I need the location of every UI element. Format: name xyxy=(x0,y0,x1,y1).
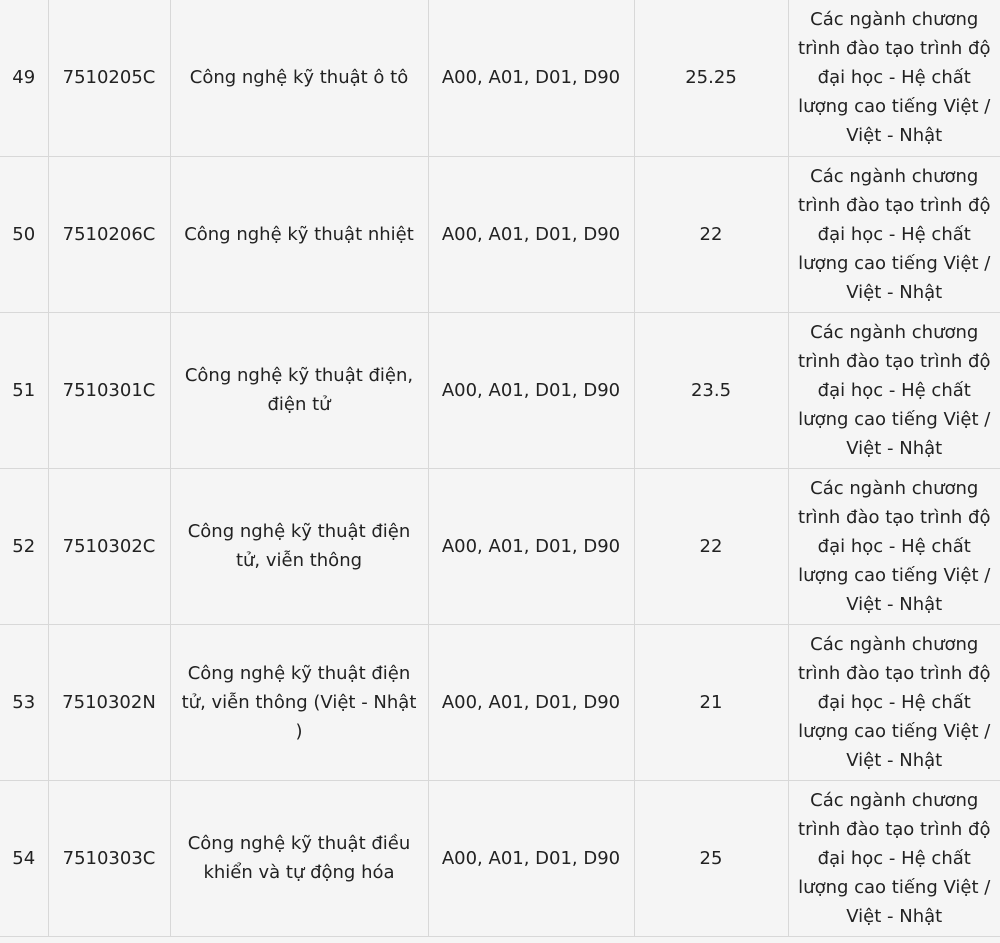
row-number: 52 xyxy=(0,468,48,624)
major-name: Công nghệ kỹ thuật điện tử, viễn thông xyxy=(170,468,428,624)
major-code: 7510301C xyxy=(48,312,170,468)
program-note: Các ngành chương trình đào tạo trình độ đại học - Hệ chất lượng cao tiếng Việt / Việt - Nhật xyxy=(788,468,1000,624)
major-name: Công nghệ kỹ thuật điều khiển và tự động hóa xyxy=(170,780,428,936)
row-number: 54 xyxy=(0,780,48,936)
program-note: Các ngành chương trình đào tạo trình độ đại học - Hệ chất lượng cao tiếng Việt / Việt - Nhật xyxy=(788,624,1000,780)
major-code: 7510206C xyxy=(48,156,170,312)
benchmark-score: 21 xyxy=(634,624,788,780)
table-row xyxy=(0,312,1000,468)
row-number: 51 xyxy=(0,312,48,468)
benchmark-score: 25 xyxy=(634,780,788,936)
row-number: 53 xyxy=(0,624,48,780)
program-note: Các ngành chương trình đào tạo trình độ đại học - Hệ chất lượng cao tiếng Việt / Việt - Nhật xyxy=(788,780,1000,936)
subject-combinations: A00, A01, D01, D90 xyxy=(428,468,634,624)
benchmark-score: 25.25 xyxy=(634,0,788,156)
program-note: Các ngành chương trình đào tạo trình độ đại học - Hệ chất lượng cao tiếng Việt / Việt - Nhật xyxy=(788,0,1000,156)
major-name: Công nghệ kỹ thuật điện, điện tử xyxy=(170,312,428,468)
table-row xyxy=(0,0,1000,156)
benchmark-score: 22 xyxy=(634,156,788,312)
table-row xyxy=(0,156,1000,312)
table-row xyxy=(0,780,1000,936)
major-name: Công nghệ kỹ thuật nhiệt xyxy=(170,156,428,312)
program-note: Các ngành chương trình đào tạo trình độ đại học - Hệ chất lượng cao tiếng Việt / Việt - Nhật xyxy=(788,312,1000,468)
major-code: 7510302C xyxy=(48,468,170,624)
subject-combinations: A00, A01, D01, D90 xyxy=(428,780,634,936)
row-number: 50 xyxy=(0,156,48,312)
major-name: Công nghệ kỹ thuật điện tử, viễn thông (Việt - Nhật ) xyxy=(170,624,428,780)
benchmark-score: 23.5 xyxy=(634,312,788,468)
table-row xyxy=(0,624,1000,780)
row-number: 49 xyxy=(0,0,48,156)
subject-combinations: A00, A01, D01, D90 xyxy=(428,624,634,780)
subject-combinations: A00, A01, D01, D90 xyxy=(428,312,634,468)
program-note: Các ngành chương trình đào tạo trình độ đại học - Hệ chất lượng cao tiếng Việt / Việt - Nhật xyxy=(788,156,1000,312)
benchmark-score: 22 xyxy=(634,468,788,624)
subject-combinations: A00, A01, D01, D90 xyxy=(428,0,634,156)
major-code: 7510303C xyxy=(48,780,170,936)
table-row xyxy=(0,468,1000,624)
subject-combinations: A00, A01, D01, D90 xyxy=(428,156,634,312)
major-code: 7510302N xyxy=(48,624,170,780)
major-name: Công nghệ kỹ thuật ô tô xyxy=(170,0,428,156)
major-code: 7510205C xyxy=(48,0,170,156)
